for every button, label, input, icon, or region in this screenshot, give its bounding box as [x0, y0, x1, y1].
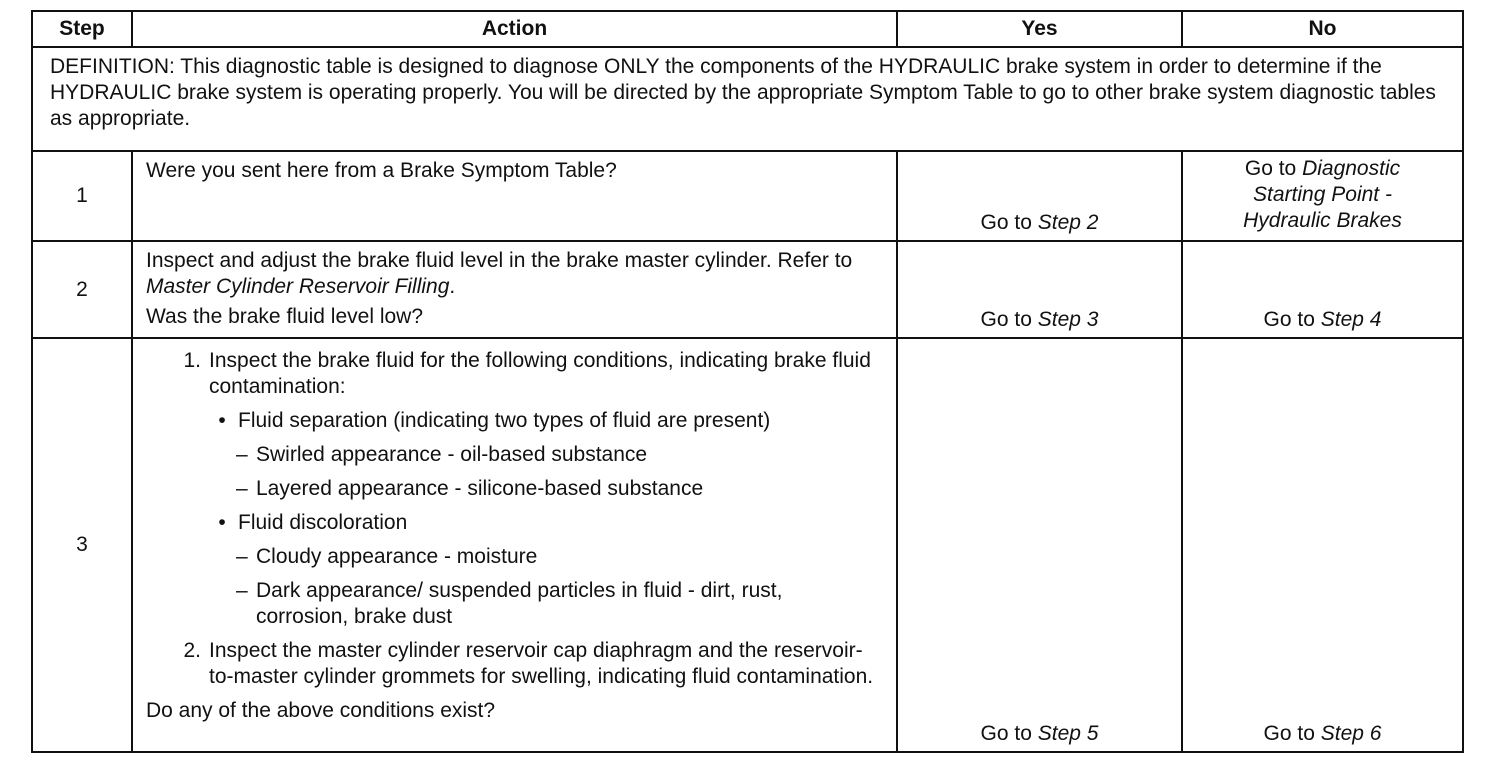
step3-no: [1182, 338, 1463, 752]
list-item: [236, 442, 886, 468]
step-number: 1: [32, 151, 132, 241]
step2-no: [1182, 241, 1463, 338]
step-number: 3: [32, 338, 132, 752]
step2-question: Was the brake fluid level low?: [146, 305, 424, 328]
list-item: [236, 476, 886, 502]
bullet-icon: •: [218, 511, 226, 534]
list-item: [146, 348, 886, 400]
step2-text-b: .: [449, 275, 456, 298]
dash-icon: –: [236, 579, 248, 602]
step3-question: Do any of the above conditions exist?: [146, 699, 496, 722]
step3-yes: [897, 338, 1182, 752]
sub-text: Layered appearance - silicone-based substance: [256, 477, 704, 500]
go-to-label: Go to: [1263, 722, 1321, 745]
go-to-label: Go to: [1244, 157, 1303, 180]
definition-text: DEFINITION: This diagnostic table is designed to diagnose ONLY the components of the HYDRAULIC brake system in order to determine if the HYDRAULIC brake system is operating properly. You will be directed by the appropriate Symptom Table to go to other brake system diagnostic tables as appropriate.: [32, 47, 1463, 151]
step1-question: Were you sent here from a Brake Symptom Table?: [146, 159, 617, 182]
go-to-label: Go to: [980, 308, 1038, 331]
dash-icon: –: [236, 477, 248, 500]
list-item: [206, 510, 886, 536]
step2-yes: [897, 241, 1182, 338]
definition-row: [32, 47, 1463, 151]
step3-no-ref: Step 6: [1320, 722, 1382, 745]
bullet-icon: •: [218, 409, 226, 432]
step-number: 2: [32, 241, 132, 338]
list-item: [236, 544, 886, 570]
go-to-label: Go to: [980, 722, 1038, 745]
item-text: Inspect the master cylinder reservoir cap diaphragm and the reservoir-to-master cylinder grommets for swelling, indicating fluid contamination.: [209, 639, 874, 688]
header-step: Step: [32, 11, 132, 47]
step2-yes-ref: Step 3: [1037, 308, 1099, 331]
step1-action: [132, 151, 897, 241]
step2-action: [132, 241, 897, 338]
sub-text: Cloudy appearance - moisture: [256, 545, 538, 568]
step2-text-a: Inspect and adjust the brake fluid level in the brake master cylinder. Refer to: [146, 249, 853, 272]
step2-text-ref: Master Cylinder Reservoir Filling: [146, 275, 450, 298]
go-to-label: Go to: [1263, 308, 1321, 331]
bullet-text: Fluid separation (indicating two types of fluid are present): [238, 409, 771, 432]
step3-yes-ref: Step 5: [1037, 722, 1099, 745]
dash-icon: –: [236, 443, 248, 466]
table-row: [32, 338, 1463, 752]
header-no: No: [1182, 11, 1463, 47]
step2-text: [146, 248, 886, 300]
step3-action: [132, 338, 897, 752]
sub-text: Dark appearance/ suspended particles in fluid - dirt, rust, corrosion, brake dust: [256, 579, 783, 628]
step1-yes-ref: Step 2: [1037, 211, 1099, 234]
item-text: Inspect the brake fluid for the following conditions, indicating brake fluid contamination:: [209, 349, 871, 398]
sub-text: Swirled appearance - oil-based substance: [256, 443, 648, 466]
step1-no-ref: Diagnostic Starting Point - Hydraulic Brakes: [1243, 157, 1402, 232]
header-row: [32, 11, 1463, 47]
dash-icon: –: [236, 545, 248, 568]
diagnostic-table: [31, 10, 1464, 753]
list-item: [206, 408, 886, 434]
header-yes: Yes: [897, 11, 1182, 47]
table-row: [32, 241, 1463, 338]
bullet-text: Fluid discoloration: [238, 511, 408, 534]
table-row: [32, 151, 1463, 241]
step1-yes: [897, 151, 1182, 241]
list-item: [236, 578, 886, 630]
list-item: [146, 638, 886, 690]
header-action: Action: [132, 11, 897, 47]
item-number: 2.: [183, 639, 201, 662]
go-to-label: Go to: [980, 211, 1038, 234]
step2-no-ref: Step 4: [1320, 308, 1382, 331]
item-number: 1.: [183, 349, 201, 372]
step1-no: [1182, 151, 1463, 241]
